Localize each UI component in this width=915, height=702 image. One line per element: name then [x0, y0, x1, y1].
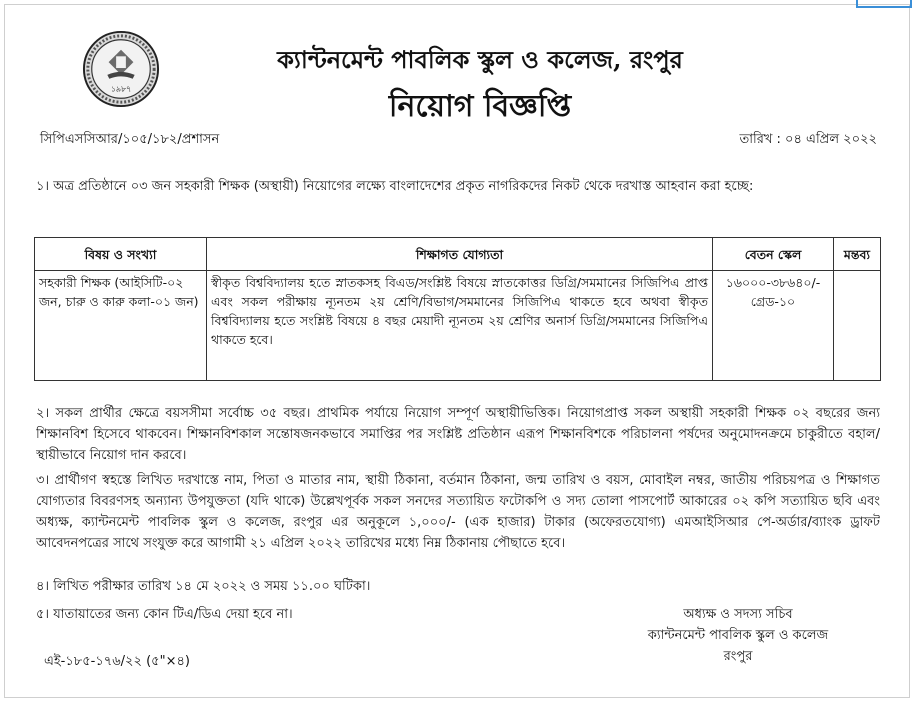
notice-date: তারিখ : ০৪ এপ্রিল ২০২২	[739, 132, 877, 147]
requirements-table	[34, 237, 881, 381]
post-cell: সহকারী শিক্ষক (আইসিটি-০২ জন, চারু ও কারু কলা-০১ জন)	[35, 271, 207, 381]
column-header-qualification: শিক্ষাগত যোগ্যতা	[207, 238, 713, 271]
table-row	[35, 271, 881, 381]
paragraph-2: ২। সকল প্রার্থীর ক্ষেত্রে বয়সসীমা সর্বোচ্চ ৩৫ বছর। প্রাথমিক পর্যায়ে নিয়োগ সম্পূর্ণ অস্থায়ীভিত্তিক। নিয়োগপ্রাপ্ত সকল অস্থায়ী সহকারী শিক্ষক ০২ বছরের জন্য শিক্ষানবিশ হিসেবে থাকবেন। শিক্ষানবিশকাল সন্তোষজনকভাবে সমাপ্তির পর সংশ্লিষ্ট প্রতিষ্ঠান এরূপ শিক্ষানবিশকে পরিচালনা পর্ষদের অনুমোদনক্রমে চাকুরীতে বহাল/স্থায়ীভাবে নিয়োগ দান করবে।	[36, 406, 880, 463]
qualification-cell: স্বীকৃত বিশ্ববিদ্যালয় হতে স্নাতকসহ বিএড/সংশ্লিষ্ট বিষয়ে স্নাতকোত্তর ডিগ্রি/সমমানের সিজিপিএ প্রাপ্ত এবং সকল পরীক্ষায় ন্যূনতম ২য় শ্রেণি/বিভাগ/সমমানের সিজিপিএ থাকতে হবে অথবা স্বীকৃত বিশ্ববিদ্যালয় হতে সংশ্লিষ্ট বিষয়ে ৪ বছর মেয়াদী ন্যূনতম ২য় শ্রেণির অনার্স ডিগ্রি/সমমানের সিজিপিএ থাকতে হবে।	[207, 271, 713, 381]
paragraph-4: ৪। লিখিত পরীক্ষার তারিখ ১৪ মে ২০২২ ও সময় ১১.০০ ঘটিকা।	[36, 579, 371, 594]
institution-seal-icon	[82, 30, 160, 108]
paragraph-1: ১। অত্র প্রতিষ্ঠানে ০৩ জন সহকারী শিক্ষক (অস্থায়ী) নিয়োগের লক্ষ্যে বাংলাদেশের প্রকৃত নাগরিকদের নিকট থেকে দরখাস্ত আহবান করা হচ্ছে:	[36, 179, 754, 194]
paragraph-3: ৩। প্রার্থীগণ স্বহস্তে লিখিত দরখাস্তে নাম, পিতা ও মাতার নাম, স্থায়ী ঠিকানা, বর্তমান ঠিকানা, জন্ম তারিখ ও বয়স, মোবাইল নম্বর, জাতীয় পরিচয়পত্র ও শিক্ষাগত যোগ্যতার বিবরণসহ অন্যান্য উপযুক্ততা (যদি থাকে) উল্লেখপূর্বক সকল সনদের সত্যায়িত ফটোকপি ও সদ্য তোলা পাসপোর্ট আকারের ০২ কপি সত্যায়িত ছবি এবং অধ্যক্ষ, ক্যান্টনমেন্ট পাবলিক স্কুল ও কলেজ, রংপুর এর অনুকূলে ১,০০০/- (এক হাজার) টাকার (অফেরতযোগ্য) এমআইসিআর পে-অর্ডার/ব্যাংক ড্রাফট আবেদনপত্রের সাথে সংযুক্ত করে আগামী ২১ এপ্রিল ২০২২ তারিখের মধ্যে নিম্ন ঠিকানায় পৌছাতে হবে।	[36, 473, 880, 551]
remarks-cell	[834, 271, 881, 381]
signatory-institution: ক্যান্টনমেন্ট পাবলিক স্কুল ও কলেজ	[647, 628, 829, 643]
pay-scale-cell	[713, 271, 834, 381]
column-header-pay-scale: বেতন স্কেল	[713, 238, 834, 271]
seal-year: ১৯৮৭	[110, 84, 132, 94]
column-header-remarks: মন্তব্য	[834, 238, 881, 271]
column-header-post: বিষয় ও সংখ্যা	[35, 238, 207, 271]
pay-grade-value: গ্রেড-১০	[750, 294, 796, 309]
memo-number: সিপিএসসিআর/১০৫/১৮২/প্রশাসন	[40, 132, 220, 147]
signatory-title: অধ্যক্ষ ও সদস্য সচিব	[683, 607, 793, 622]
organization-name: ক্যান্টনমেন্ট পাবলিক স্কুল ও কলেজ, রংপুর	[277, 45, 683, 74]
pay-scale-value: ১৬০০০-৩৮৬৪০/-	[725, 275, 821, 290]
paragraph-5: ৫। যাতায়াতের জন্য কোন টিএ/ডিএ দেয়া হবে না।	[36, 607, 293, 622]
table-header-row	[35, 238, 881, 271]
advertisement-ref-code: এই-১৮৫-১৭৬/২২ (৫"×৪)	[44, 654, 190, 669]
signatory-city: রংপুর	[723, 649, 753, 664]
selection-corner-marker	[856, 0, 912, 8]
notice-title: নিয়োগ বিজ্ঞপ্তি	[388, 89, 572, 124]
signature-block	[600, 604, 876, 667]
